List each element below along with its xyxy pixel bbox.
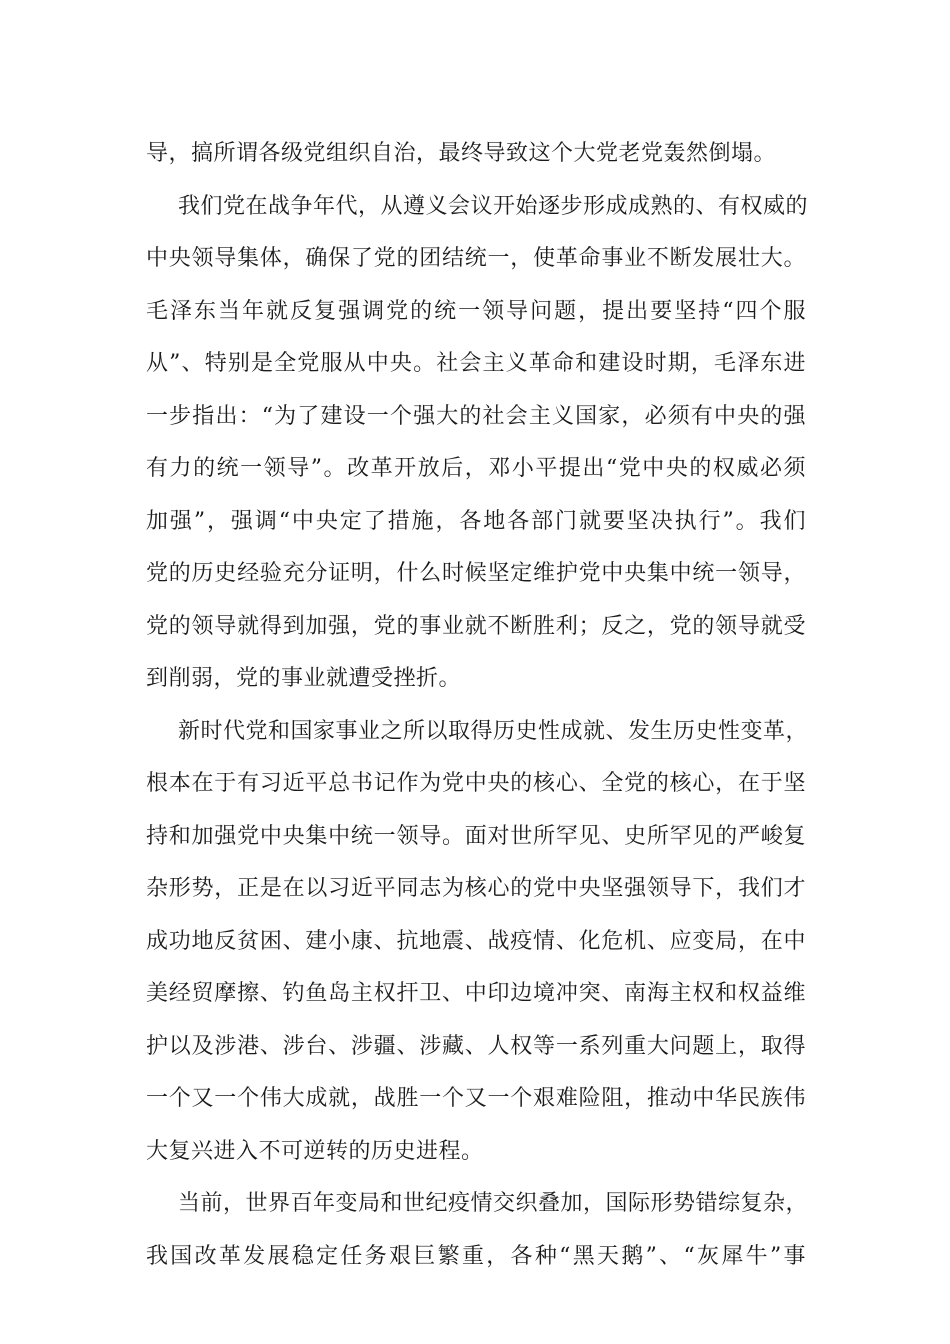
text-line: 我们党在战争年代，从遵义会议开始逐步形成成熟的、有权威的 xyxy=(178,193,809,219)
text-line: 当前，世界百年变局和世纪疫情交织叠加，国际形势错综复杂， xyxy=(178,1191,809,1216)
text-line: 导，搞所谓各级党组织自治，最终导致这个大党老党轰然倒塌。 xyxy=(146,141,777,166)
text-line: 一个又一个伟大成就，战胜一个又一个艰难险阻，推动中华民族伟 xyxy=(146,1086,806,1111)
text-line: 党的领导就得到加强，党的事业就不断胜利；反之，党的领导就受 xyxy=(146,613,806,639)
text-line: 毛泽东当年就反复强调党的统一领导问题，提出要坚持“四个服 xyxy=(146,298,806,324)
text-line: 从”、特别是全党服从中央。社会主义革命和建设时期，毛泽东进 xyxy=(146,351,806,376)
text-line: 中央领导集体，确保了党的团结统一，使革命事业不断发展壮大。 xyxy=(146,246,806,271)
text-line: 到削弱，党的事业就遭受挫折。 xyxy=(146,666,462,691)
text-line: 成功地反贫困、建小康、抗地震、战疫情、化危机、应变局，在中 xyxy=(146,928,806,954)
text-line: 党的历史经验充分证明，什么时候坚定维护党中央集中统一领导， xyxy=(146,561,806,586)
text-line: 我国改革发展稳定任务艰巨繁重，各种“黑天鹅”、“灰犀牛”事 xyxy=(146,1243,806,1269)
text-line: 大复兴进入不可逆转的历史进程。 xyxy=(146,1138,484,1164)
text-line: 有力的统一领导”。改革开放后，邓小平提出“党中央的权威必须 xyxy=(146,456,806,481)
paragraph xyxy=(146,1178,809,1283)
text-line: 新时代党和国家事业之所以取得历史性成就、发生历史性变革， xyxy=(178,718,809,744)
text-line: 根本在于有习近平总书记作为党中央的核心、全党的核心，在于坚 xyxy=(146,771,806,796)
text-line: 护以及涉港、涉台、涉疆、涉藏、人权等一系列重大问题上，取得 xyxy=(146,1033,806,1059)
text-line: 美经贸摩擦、钓鱼岛主权扞卫、中印边境冲突、南海主权和权益维 xyxy=(146,981,806,1006)
text-line: 持和加强党中央集中统一领导。面对世所罕见、史所罕见的严峻复 xyxy=(146,823,806,849)
paragraph xyxy=(146,706,809,1179)
paragraph xyxy=(146,181,809,706)
text-line: 加强”，强调“中央定了措施，各地各部门就要坚决执行”。我们 xyxy=(146,508,806,534)
paragraph xyxy=(146,128,806,181)
document-body xyxy=(146,128,809,1283)
text-line: 一步指出：“为了建设一个强大的社会主义国家，必须有中央的强 xyxy=(146,403,806,429)
text-line: 杂形势，正是在以习近平同志为核心的党中央坚强领导下，我们才 xyxy=(146,876,806,901)
